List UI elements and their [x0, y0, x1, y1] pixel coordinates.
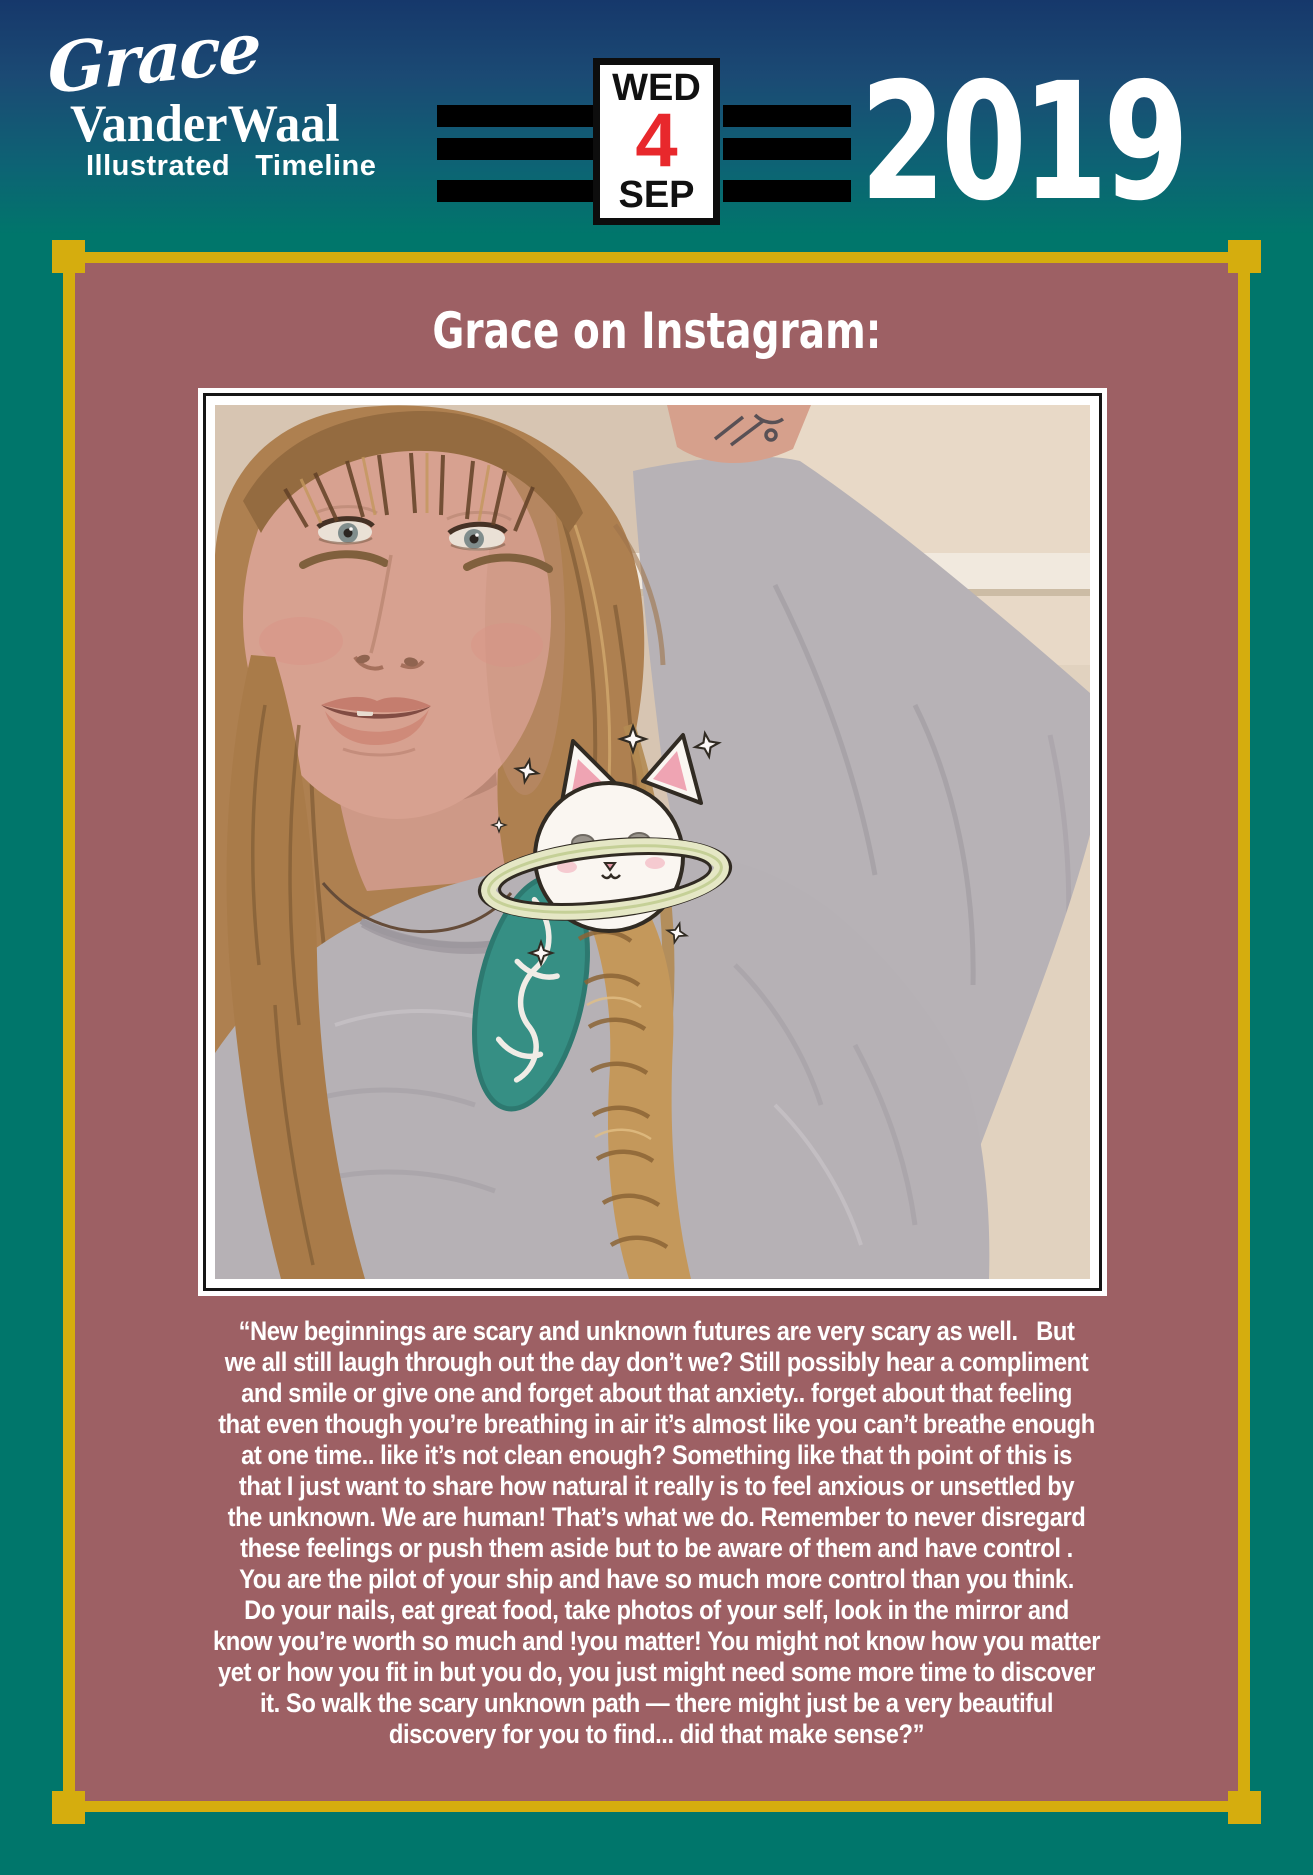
quote-line: we all still laugh through out the day don’t we? Still possibly hear a compliment: [224, 1347, 1089, 1377]
quote-line: and smile or give one and forget about that anxiety.. forget about that feeling: [241, 1378, 1072, 1408]
quote-line: it. So walk the scary unknown path — there might just be a very beautiful: [259, 1688, 1054, 1718]
stripe-bar: [723, 138, 851, 160]
quote-line: discovery for you to find... did that make sense?”: [388, 1719, 925, 1749]
header: [0, 0, 1313, 256]
photo-warm-tint: [215, 405, 1090, 1279]
gold-frame-left: [63, 252, 75, 1812]
quote-line: at one time.. like it’s not clean enough? Something like that th point of this is: [241, 1440, 1072, 1470]
quote-line: know you’re worth so much and !you matter! You might not know how you matter: [212, 1626, 1101, 1656]
stripe-bar: [437, 138, 593, 160]
logo-vanderwaal: VanderWaal: [70, 95, 340, 153]
gold-corner-tab: [1228, 1791, 1261, 1824]
logo-grace: Grace: [48, 7, 260, 111]
calendar-date-badge: [593, 58, 720, 225]
stripe-bar: [723, 180, 851, 202]
gold-frame-bottom: [63, 1801, 1250, 1812]
gold-frame-top: [63, 252, 1250, 263]
quote-line: “New beginnings are scary and unknown futures are very scary as well. But: [238, 1316, 1075, 1346]
stripes-right-icon: [723, 105, 851, 202]
quote-line: the unknown. We are human! That’s what we do. Remember to never disregard: [227, 1502, 1086, 1532]
stripes-left-icon: [437, 105, 593, 202]
stripe-bar: [723, 105, 851, 127]
quote-line: Do your nails, eat great food, take photos of your self, look in the mirror and: [244, 1595, 1069, 1625]
gold-frame-right: [1238, 252, 1250, 1812]
gold-corner-tab: [52, 240, 85, 273]
badge-month: SEP: [618, 173, 695, 216]
badge-day: 4: [635, 98, 678, 184]
year-label: 2019: [860, 49, 1185, 237]
quote-line: that I just want to share how natural it really is to feel anxious or unsettled by: [238, 1471, 1075, 1501]
section-heading: Grace on Instagram:: [431, 302, 881, 360]
instagram-photo: [215, 405, 1090, 1279]
quote-line: yet or how you fit in but you do, you just might need some more time to discover: [217, 1657, 1096, 1687]
stripe-bar: [437, 180, 593, 202]
badge-weekday: WED: [612, 67, 701, 109]
gold-corner-tab: [52, 1791, 85, 1824]
quote-line: these feelings or push them aside but to be aware of them and have control .: [240, 1533, 1073, 1563]
photo-frame: [203, 393, 1102, 1291]
gold-corner-tab: [1228, 240, 1261, 273]
quote-line: that even though you’re breathing in air it’s almost like you can’t breathe enough: [218, 1409, 1095, 1439]
logo-subtitle: Illustrated Timeline: [86, 150, 377, 182]
quote-text: [167, 1316, 1146, 1750]
stripe-bar: [437, 105, 593, 127]
quote-line: You are the pilot of your ship and have so much more control than you think.: [239, 1564, 1074, 1594]
